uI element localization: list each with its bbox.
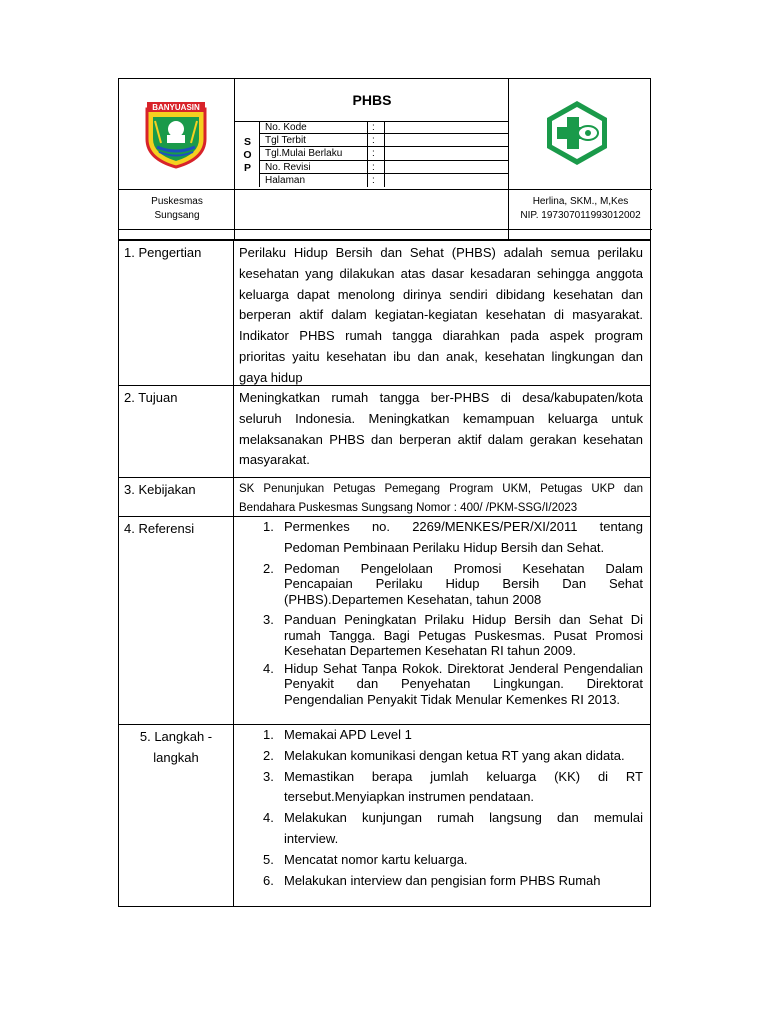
sop-header (118, 78, 651, 240)
section-label: 3. Kebijakan (119, 478, 234, 516)
sop-letter: P (243, 161, 251, 174)
steps-list (234, 725, 650, 906)
list-item (239, 850, 643, 871)
list-item (239, 767, 643, 809)
list-number: 1. (263, 519, 274, 534)
list-number: 2. (263, 747, 274, 763)
list-item (239, 517, 643, 559)
section-label: 1. Pengertian (119, 241, 234, 385)
section-label-line: 5. Langkah - (139, 729, 213, 744)
list-item (239, 561, 643, 608)
banyuasin-logo (141, 99, 211, 169)
section-label-line: langkah (153, 749, 199, 765)
section-label (119, 725, 234, 906)
list-number: 4. (263, 810, 274, 826)
meta-label: No. Kode (265, 122, 307, 133)
puskesmas-logo (543, 99, 611, 167)
list-text: Pedoman Pengelolaan Promosi Kesehatan Dalam Pencapaian Perilaku Hidup Bersih Dan Sehat (PHBS).Departemen Kesehatan, tahun 2008 (284, 560, 643, 607)
meta-colon: : (372, 135, 375, 147)
list-number: 2. (263, 560, 274, 576)
list-item (239, 661, 643, 708)
meta-colon: : (372, 174, 375, 186)
signer-name: Herlina, SKM., M,Kes (532, 196, 629, 207)
org-line: Sungsang (154, 210, 200, 221)
list-text: Melakukan komunikasi dengan ketua RT yang akan didata. (284, 747, 625, 763)
signer-nip: NIP. 197307011993012002 (520, 210, 641, 221)
list-number: 3. (263, 612, 274, 628)
org-line: Puskesmas (151, 196, 203, 207)
list-text: Panduan Peningkatan Prilaku Hidup Bersih dan Sehat Di rumah Tangga. Bagi Petugas Puskesmas. Pusat Promosi Kesehatan Departemen Kesehatan RI tahun 2009. (284, 612, 643, 659)
sop-document (118, 78, 651, 907)
list-text: Permenkes no. 2269/MENKES/PER/XI/2011 tentang Pedoman Pembinaan Perilaku Hidup Bersih dan Sehat. (284, 519, 643, 555)
logo-banner-text: BANYUASIN (152, 103, 200, 112)
section-langkah (119, 724, 650, 906)
meta-label: Halaman (265, 174, 306, 186)
list-number: 4. (263, 660, 274, 676)
meta-label: Tgl Terbit (265, 135, 306, 147)
list-text: Hidup Sehat Tanpa Rokok. Direktorat Jenderal Pengendalian Penyakit dan Penyehatan Lingkungan. Direktorat Pengendalian Penyakit Tidak Menular Kemenkes RI 2013. (284, 660, 643, 707)
meta-table (260, 121, 509, 187)
section-kebijakan (119, 477, 650, 516)
sop-letter: S (243, 135, 251, 148)
sop-label (235, 121, 260, 189)
meta-row (260, 121, 509, 134)
meta-colon: : (372, 161, 375, 173)
list-number: 5. (263, 851, 274, 867)
section-text: Meningkatkan rumah tangga ber-PHBS di desa/kabupaten/kota seluruh Indonesia. Meningkatkan kemampuan keluarga untuk melaksanakan PHBS dan berperan aktif dalam gerakan kesehatan masyarakat. (239, 390, 643, 468)
list-text: Melakukan interview dan pengisian form PHBS Rumah (284, 872, 601, 888)
list-item (239, 871, 643, 892)
list-text: Melakukan kunjungan rumah langsung dan memulai interview. (284, 810, 643, 846)
organization-name (119, 189, 235, 229)
document-title: PHBS (352, 92, 392, 108)
meta-label: No. Revisi (265, 161, 311, 173)
signer-block (509, 189, 652, 229)
meta-label: Tgl.Mulai Berlaku (265, 148, 343, 160)
section-referensi (119, 516, 650, 724)
meta-colon: : (372, 122, 375, 133)
list-item (239, 746, 643, 767)
divider (119, 229, 652, 230)
section-tujuan (119, 385, 650, 477)
meta-row (260, 174, 509, 187)
list-number: 1. (263, 727, 274, 742)
section-text: Perilaku Hidup Bersih dan Sehat (PHBS) adalah semua perilaku kesehatan yang dilakukan atas dasar kesadaran sehingga anggota keluarga dapat menolong dirinya sendiri dibidang kesehatan dan berperan aktif dalam kegiatan-kegiatan kesehatan di masyarakat. Indikator PHBS rumah tangga diarahkan pada aspek program prioritas yaitu kesehatan ibu dan anak, kesehatan lingkungan dan gaya hidup (239, 245, 643, 385)
sop-body (118, 240, 651, 907)
section-label: 4. Referensi (119, 517, 234, 724)
meta-colon: : (372, 148, 375, 160)
list-item (239, 725, 643, 746)
reference-list (234, 517, 650, 724)
list-number: 6. (263, 872, 274, 888)
list-text: Mencatat nomor kartu keluarga. (284, 851, 468, 867)
meta-row (260, 134, 509, 147)
list-number: 3. (263, 768, 274, 784)
list-text: Memakai APD Level 1 (284, 727, 412, 742)
sop-letter: O (243, 148, 252, 161)
section-pengertian (119, 240, 650, 385)
list-item (239, 612, 643, 659)
list-item (239, 808, 643, 850)
list-text: Memastikan berapa jumlah keluarga (KK) di RT tersebut.Menyiapkan instrumen pendataan. (284, 768, 643, 805)
section-text: SK Penunjukan Petugas Pemegang Program UKM, Petugas UKP dan Bendahara Puskesmas Sungsang Nomor : 400/ /PKM-SSG/I/2023 (239, 483, 643, 514)
meta-row (260, 161, 509, 174)
section-label: 2. Tujuan (119, 386, 234, 477)
meta-row (260, 147, 509, 160)
